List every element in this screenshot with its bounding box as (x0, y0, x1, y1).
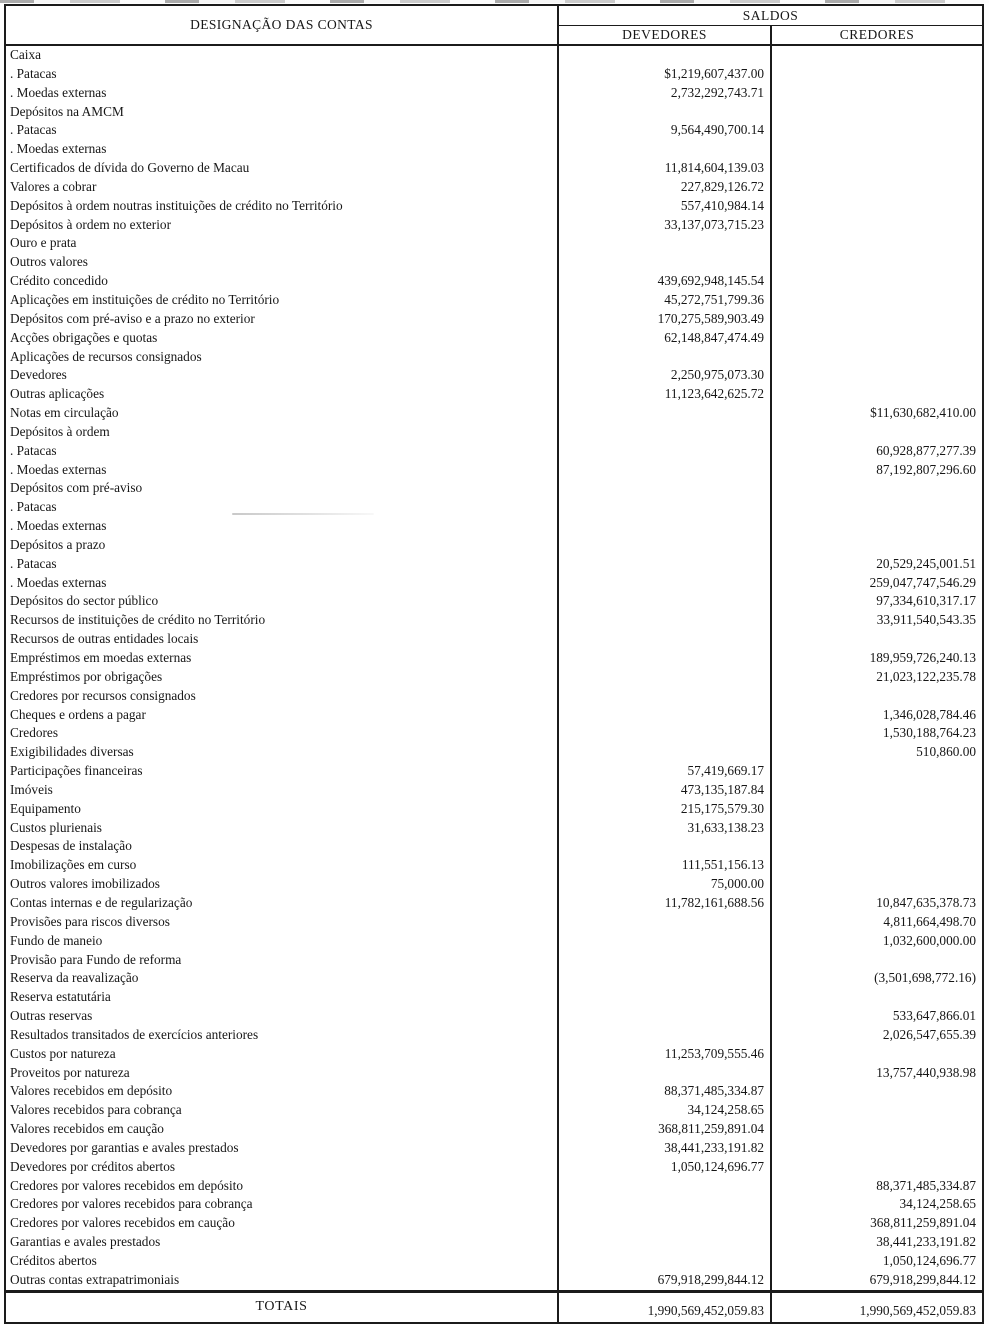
account-label: . Patacas (6, 442, 559, 461)
devedores-value (559, 517, 772, 536)
credores-value (772, 178, 982, 197)
devedores-value (559, 687, 772, 706)
credores-value (772, 951, 982, 970)
scan-noise-artifact (0, 0, 989, 3)
saldos-header-group (559, 6, 982, 44)
account-label: Caixa (6, 46, 559, 65)
credores-value (772, 1101, 982, 1120)
devedores-value (559, 630, 772, 649)
credores-value (772, 159, 982, 178)
table-row (6, 988, 982, 1007)
devedores-value: $1,219,607,437.00 (559, 65, 772, 84)
table-row (6, 781, 982, 800)
table-row (6, 1064, 982, 1083)
account-label: Valores recebidos em caução (6, 1120, 559, 1139)
account-label: Credores por valores recebidos para cobrança (6, 1195, 559, 1214)
account-label: Depósitos à ordem no exterior (6, 216, 559, 235)
account-label: Provisões para riscos diversos (6, 913, 559, 932)
account-label: Valores a cobrar (6, 178, 559, 197)
account-label: Depósitos à ordem (6, 423, 559, 442)
credores-value: 4,811,664,498.70 (883, 913, 976, 929)
devedores-value (559, 951, 772, 970)
totals-credores-value: 1,990,569,452,059.83 (859, 1302, 976, 1318)
credores-value: 88,371,485,334.87 (876, 1177, 976, 1193)
devedores-value (559, 1177, 772, 1196)
credores-value (772, 1082, 982, 1101)
column-header-devedores: DEVEDORES (559, 26, 772, 44)
table-row (6, 1195, 982, 1214)
credores-value (772, 800, 982, 819)
devedores-value (559, 743, 772, 762)
table-row (6, 649, 982, 668)
table-row (6, 1252, 982, 1271)
credores-value: $11,630,682,410.00 (870, 405, 976, 421)
credores-value (772, 856, 982, 875)
devedores-value (559, 1195, 772, 1214)
credores-value: 533,647,866.01 (892, 1008, 976, 1024)
table-row (6, 932, 982, 951)
table-row (6, 253, 982, 272)
account-label: Contas internas e de regularização (6, 894, 559, 913)
credores-value: 10,847,635,378.73 (876, 894, 976, 910)
table-row (6, 913, 982, 932)
table-row (6, 234, 982, 253)
account-label: Outros valores imobilizados (6, 875, 559, 894)
credores-value (772, 762, 982, 781)
table-row (6, 1045, 982, 1064)
trial-balance-table (4, 4, 984, 1324)
table-row (6, 366, 982, 385)
devedores-value: 38,441,233,191.82 (559, 1139, 772, 1158)
account-label: Recursos de outras entidades locais (6, 630, 559, 649)
devedores-value: 34,124,258.65 (559, 1101, 772, 1120)
table-row (6, 1120, 982, 1139)
devedores-value (559, 988, 772, 1007)
table-row (6, 498, 982, 517)
scan-smudge-artifact (232, 513, 374, 515)
credores-value (772, 385, 982, 404)
table-row (6, 743, 982, 762)
devedores-value (559, 234, 772, 253)
table-row (6, 65, 982, 84)
account-label: . Patacas (6, 65, 559, 84)
credores-value: 13,757,440,938.98 (876, 1064, 976, 1080)
account-label: Acções obrigações e quotas (6, 329, 559, 348)
table-row (6, 1139, 982, 1158)
account-label: Devedores (6, 366, 559, 385)
table-row (6, 103, 982, 122)
credores-value (772, 423, 982, 442)
account-label: Outras contas extrapatrimoniais (6, 1271, 559, 1290)
table-row (6, 517, 982, 536)
devedores-value (559, 423, 772, 442)
account-label: Custos por natureza (6, 1045, 559, 1064)
table-row (6, 555, 982, 574)
devedores-value: 679,918,299,844.12 (559, 1271, 772, 1290)
table-row (6, 1214, 982, 1233)
credores-value (772, 329, 982, 348)
table-row (6, 536, 982, 555)
account-label: Crédito concedido (6, 272, 559, 291)
devedores-value (559, 1026, 772, 1045)
table-row (6, 272, 982, 291)
devedores-value (559, 913, 772, 932)
account-label: . Patacas (6, 555, 559, 574)
devedores-value: 111,551,156.13 (559, 856, 772, 875)
account-label: Empréstimos por obrigações (6, 668, 559, 687)
account-label: Depósitos à ordem noutras instituições de crédito no Território (6, 197, 559, 216)
devedores-value (559, 140, 772, 159)
credores-value: 33,911,540,543.35 (876, 612, 976, 628)
account-label: Créditos abertos (6, 1252, 559, 1271)
devedores-value (559, 932, 772, 951)
account-label: Notas em circulação (6, 404, 559, 423)
credores-value (772, 140, 982, 159)
credores-value: 34,124,258.65 (899, 1196, 976, 1212)
account-label: . Moedas externas (6, 461, 559, 480)
table-row (6, 724, 982, 743)
credores-value (772, 687, 982, 706)
column-header-designacao-das-contas: DESIGNAÇÃO DAS CONTAS (6, 6, 559, 44)
credores-value (772, 1120, 982, 1139)
account-label: Recursos de instituições de crédito no Território (6, 611, 559, 630)
devedores-value: 2,732,292,743.71 (559, 84, 772, 103)
devedores-value (559, 348, 772, 367)
table-row (6, 385, 982, 404)
credores-value (772, 988, 982, 1007)
table-row (6, 178, 982, 197)
table-row (6, 423, 982, 442)
table-row (6, 687, 982, 706)
table-row (6, 1177, 982, 1196)
table-header (6, 6, 982, 46)
account-label: Custos plurienais (6, 819, 559, 838)
table-row (6, 461, 982, 480)
devedores-value: 1,050,124,696.77 (559, 1158, 772, 1177)
devedores-value (559, 253, 772, 272)
devedores-value (559, 536, 772, 555)
credores-value: (3,501,698,772.16) (874, 970, 976, 986)
devedores-value (559, 46, 772, 65)
table-row (6, 592, 982, 611)
credores-value (772, 781, 982, 800)
table-row (6, 216, 982, 235)
credores-value: 1,032,600,000.00 (882, 932, 976, 948)
credores-value: 1,050,124,696.77 (882, 1253, 976, 1268)
account-label: Provisão para Fundo de reforma (6, 951, 559, 970)
credores-value (772, 272, 982, 291)
credores-value (772, 103, 982, 122)
devedores-value: 215,175,579.30 (559, 800, 772, 819)
table-row (6, 46, 982, 65)
account-label: Valores recebidos para cobrança (6, 1101, 559, 1120)
table-row (6, 404, 982, 423)
devedores-value (559, 555, 772, 574)
account-label: Devedores por garantias e avales prestados (6, 1139, 559, 1158)
devedores-value (559, 706, 772, 725)
account-label: Depósitos a prazo (6, 536, 559, 555)
table-row (6, 310, 982, 329)
account-label: Cheques e ordens a pagar (6, 706, 559, 725)
credores-value: 1,346,028,784.46 (882, 706, 976, 722)
table-row (6, 479, 982, 498)
devedores-value: 45,272,751,799.36 (559, 291, 772, 310)
credores-value: 60,928,877,277.39 (876, 442, 976, 458)
devedores-value: 439,692,948,145.54 (559, 272, 772, 291)
credores-value (772, 121, 982, 140)
account-label: . Patacas (6, 498, 559, 517)
table-row (6, 706, 982, 725)
account-label: Credores por valores recebidos em depósito (6, 1177, 559, 1196)
credores-value (772, 291, 982, 310)
table-row (6, 668, 982, 687)
credores-value: 1,530,188,764.23 (882, 725, 976, 741)
credores-value: 368,811,259,891.04 (870, 1215, 976, 1231)
credores-value: 189,959,726,240.13 (869, 650, 976, 665)
devedores-value: 57,419,669.17 (559, 762, 772, 781)
totals-row (6, 1290, 982, 1322)
table-row (6, 329, 982, 348)
credores-value (772, 479, 982, 498)
devedores-value (559, 649, 772, 668)
devedores-value (559, 498, 772, 517)
credores-value (772, 234, 982, 253)
credores-value: 679,918,299,844.12 (869, 1271, 976, 1287)
devedores-value (559, 574, 772, 593)
devedores-value (559, 668, 772, 687)
devedores-value (559, 404, 772, 423)
devedores-value (559, 1233, 772, 1252)
credores-value (772, 65, 982, 84)
credores-value (772, 216, 982, 235)
devedores-value: 31,633,138.23 (559, 819, 772, 838)
credores-value (772, 630, 982, 649)
account-label: Outras aplicações (6, 385, 559, 404)
table-row (6, 819, 982, 838)
account-label: Depósitos com pré-aviso (6, 479, 559, 498)
table-row (6, 574, 982, 593)
account-label: Ouro e prata (6, 234, 559, 253)
account-label: Fundo de maneio (6, 932, 559, 951)
devedores-value: 227,829,126.72 (559, 178, 772, 197)
table-row (6, 291, 982, 310)
account-label: Garantias e avales prestados (6, 1233, 559, 1252)
totals-label: TOTAIS (6, 1293, 559, 1322)
account-label: Devedores por créditos abertos (6, 1158, 559, 1177)
credores-value: 97,334,610,317.17 (876, 593, 976, 609)
table-row (6, 611, 982, 630)
credores-value (772, 837, 982, 856)
table-row (6, 84, 982, 103)
credores-value (772, 1158, 982, 1177)
table-row (6, 762, 982, 781)
account-label: Outros valores (6, 253, 559, 272)
table-row (6, 1233, 982, 1252)
devedores-value (559, 611, 772, 630)
table-row (6, 1158, 982, 1177)
totals-devedores-value: 1,990,569,452,059.83 (559, 1293, 772, 1322)
account-label: Equipamento (6, 800, 559, 819)
credores-value (772, 875, 982, 894)
table-row (6, 1082, 982, 1101)
account-label: Exigibilidades diversas (6, 743, 559, 762)
credores-value: 2,026,547,655.39 (882, 1026, 976, 1042)
table-body (6, 46, 982, 1290)
devedores-value (559, 1214, 772, 1233)
credores-value (772, 819, 982, 838)
table-row (6, 894, 982, 913)
account-label: Depósitos do sector público (6, 592, 559, 611)
account-label: Outras reservas (6, 1007, 559, 1026)
credores-value (772, 253, 982, 272)
account-label: . Moedas externas (6, 574, 559, 593)
devedores-value: 75,000.00 (559, 875, 772, 894)
credores-value (772, 348, 982, 367)
account-label: . Patacas (6, 121, 559, 140)
account-label: Proveitos por natureza (6, 1064, 559, 1083)
table-row (6, 951, 982, 970)
credores-value: 259,047,747,546.29 (869, 574, 976, 590)
table-row (6, 837, 982, 856)
table-row (6, 140, 982, 159)
account-label: Imóveis (6, 781, 559, 800)
devedores-value (559, 837, 772, 856)
table-row (6, 630, 982, 649)
account-label: Credores por recursos consignados (6, 687, 559, 706)
credores-value: 510,860.00 (916, 744, 976, 760)
table-row (6, 800, 982, 819)
table-row (6, 875, 982, 894)
account-label: Despesas de instalação (6, 837, 559, 856)
devedores-value: 557,410,984.14 (559, 197, 772, 216)
table-row (6, 159, 982, 178)
account-label: Participações financeiras (6, 762, 559, 781)
table-row (6, 1271, 982, 1290)
account-label: Aplicações em instituições de crédito no Território (6, 291, 559, 310)
account-label: Resultados transitados de exercícios anteriores (6, 1026, 559, 1045)
devedores-value: 368,811,259,891.04 (559, 1120, 772, 1139)
account-label: Aplicações de recursos consignados (6, 348, 559, 367)
devedores-value: 88,371,485,334.87 (559, 1082, 772, 1101)
devedores-value (559, 1252, 772, 1271)
credores-value (772, 536, 982, 555)
devedores-value: 9,564,490,700.14 (559, 121, 772, 140)
account-label: Depósitos na AMCM (6, 103, 559, 122)
credores-value (772, 310, 982, 329)
table-row (6, 442, 982, 461)
credores-value (772, 1139, 982, 1158)
table-row (6, 969, 982, 988)
credores-value (772, 517, 982, 536)
column-header-credores: CREDORES (839, 27, 915, 42)
account-label: Imobilizações em curso (6, 856, 559, 875)
devedores-value (559, 461, 772, 480)
table-row (6, 1026, 982, 1045)
devedores-value (559, 479, 772, 498)
credores-value (772, 498, 982, 517)
credores-value: 21,023,122,235.78 (876, 668, 976, 684)
credores-value (772, 84, 982, 103)
credores-value: 87,192,807,296.60 (876, 461, 976, 477)
account-label: Reserva da reavalização (6, 969, 559, 988)
devedores-value: 473,135,187.84 (559, 781, 772, 800)
devedores-value: 62,148,847,474.49 (559, 329, 772, 348)
table-row (6, 856, 982, 875)
credores-value: 20,529,245,001.51 (876, 555, 976, 571)
devedores-value: 2,250,975,073.30 (559, 366, 772, 385)
devedores-value: 11,814,604,139.03 (559, 159, 772, 178)
devedores-value (559, 442, 772, 461)
credores-value (772, 197, 982, 216)
devedores-value (559, 724, 772, 743)
account-label: Credores por valores recebidos em caução (6, 1214, 559, 1233)
account-label: . Moedas externas (6, 140, 559, 159)
devedores-value: 170,275,589,903.49 (559, 310, 772, 329)
column-header-saldos: SALDOS (559, 6, 982, 26)
table-row (6, 348, 982, 367)
table-row (6, 121, 982, 140)
saldos-subheader-row (559, 26, 982, 44)
table-row (6, 1007, 982, 1026)
devedores-value: 11,253,709,555.46 (559, 1045, 772, 1064)
devedores-value: 11,782,161,688.56 (559, 894, 772, 913)
devedores-value: 33,137,073,715.23 (559, 216, 772, 235)
credores-value (772, 1045, 982, 1064)
devedores-value (559, 592, 772, 611)
account-label: Empréstimos em moedas externas (6, 649, 559, 668)
devedores-value (559, 1064, 772, 1083)
devedores-value (559, 103, 772, 122)
account-label: Valores recebidos em depósito (6, 1082, 559, 1101)
devedores-value (559, 969, 772, 988)
account-label: Depósitos com pré-aviso e a prazo no exterior (6, 310, 559, 329)
account-label: Credores (6, 724, 559, 743)
devedores-value (559, 1007, 772, 1026)
devedores-value: 11,123,642,625.72 (559, 385, 772, 404)
credores-value: 38,441,233,191.82 (876, 1234, 976, 1250)
table-row (6, 197, 982, 216)
account-label: . Moedas externas (6, 517, 559, 536)
table-row (6, 1101, 982, 1120)
credores-value (772, 46, 982, 65)
account-label: Certificados de dívida do Governo de Macau (6, 159, 559, 178)
account-label: Reserva estatutária (6, 988, 559, 1007)
account-label: . Moedas externas (6, 84, 559, 103)
credores-value (772, 366, 982, 385)
